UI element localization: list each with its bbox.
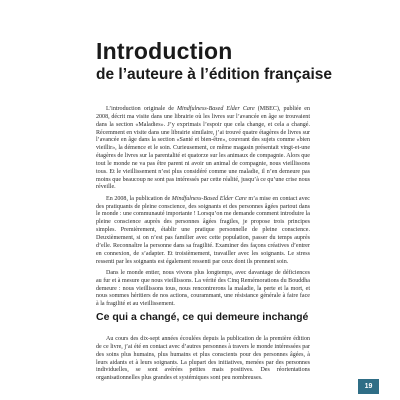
section-heading: Ce qui a changé, ce qui demeure inchangé xyxy=(96,311,309,323)
section-paragraph: Au cours des dix-sept années écoulées depuis la publication de la première édition de ce livre, j’ai été en contact avec d’autres personnes à travers le monde intéressées par des soins plus humains, plus humains et plus conscients pour des personnes âgées, à leurs aidants et à leurs soignants. La plupart des initiatives, menées par des personnes individuelles, se sont avérées petites mais positives. Des réorientations organisationnelles plus grandes et systémiques sont peu nombreuses. xyxy=(96,336,310,382)
page-subtitle: de l’auteure à l’édition française xyxy=(96,66,333,83)
intro-body xyxy=(96,106,310,309)
page-title: Introduction xyxy=(96,38,233,64)
paragraph-1: L’introduction originale de Mindfulness-Based Elder Care (MBEC), publiée en 2008, décrit ma visite dans une librairie où les livres sur l’avancée en âge se trouvaient dans la section «Maladies». J’y exprimais l’espoir que cela change, et cela a changé. Récemment en visite dans une librairie similaire, j’ai trouvé quatre étagères de livres sur l’avancée en âge dans la section «Santé et bien-être», couvrant des sujets comme «bien vieillir», la démence et le soin. Curieusement, ce même magasin présentait vingt-et-une étagères de livres sur la parentalité et quatorze sur les animaux de compagnie. Alors que tout le monde ne va pas être parent ni avoir un animal de compagnie, nous vieillissons tous. Et le vieillissement n’est plus considéré comme une maladie, il n’en demeure pas moins que beaucoup ne sont pas intéressés par cette réalité, jusqu’à ce qu’une crise nous réveille. xyxy=(96,106,310,191)
paragraph-2: En 2008, la publication de Mindfulness-Based Elder Care m’a mise en contact avec des pratiquants de pleine conscience, des soignants et des personnes âgées partout dans le monde : une communauté importante ! Lorsqu’on me demande comment introduire la pleine conscience auprès des personnes âgées fragiles, je propose trois principes simples. Premièrement, établir une pratique personnelle de pleine conscience. Deuxièmement, si on n’est pas familier avec cette population, passer du temps auprès d’elle. Reconnaître la personne dans sa fragilité. Examiner des façons créatives d’entrer en connexion, de s’adapter. Et troisièmement, travailler avec les soignants. Le stress ressenti par les soignants est également ressenti par ceux dont ils prennent soin. xyxy=(96,195,310,265)
paragraph-3: Dans le monde entier, nous vivons plus longtemps, avec davantage de déficiences au fur et à mesure que nous vieillissons. La vérité des Cinq Remémorations du Bouddha demeure : nous vieillissons tous, nous rencontrerons la maladie, la perte et la mort, et nous sommes héritiers de nos actions, courammant, une résistance générale à faire face à la fragilité et au vieillissement. xyxy=(96,269,310,308)
section-body xyxy=(96,336,310,383)
page-number-badge: 19 xyxy=(358,379,379,394)
